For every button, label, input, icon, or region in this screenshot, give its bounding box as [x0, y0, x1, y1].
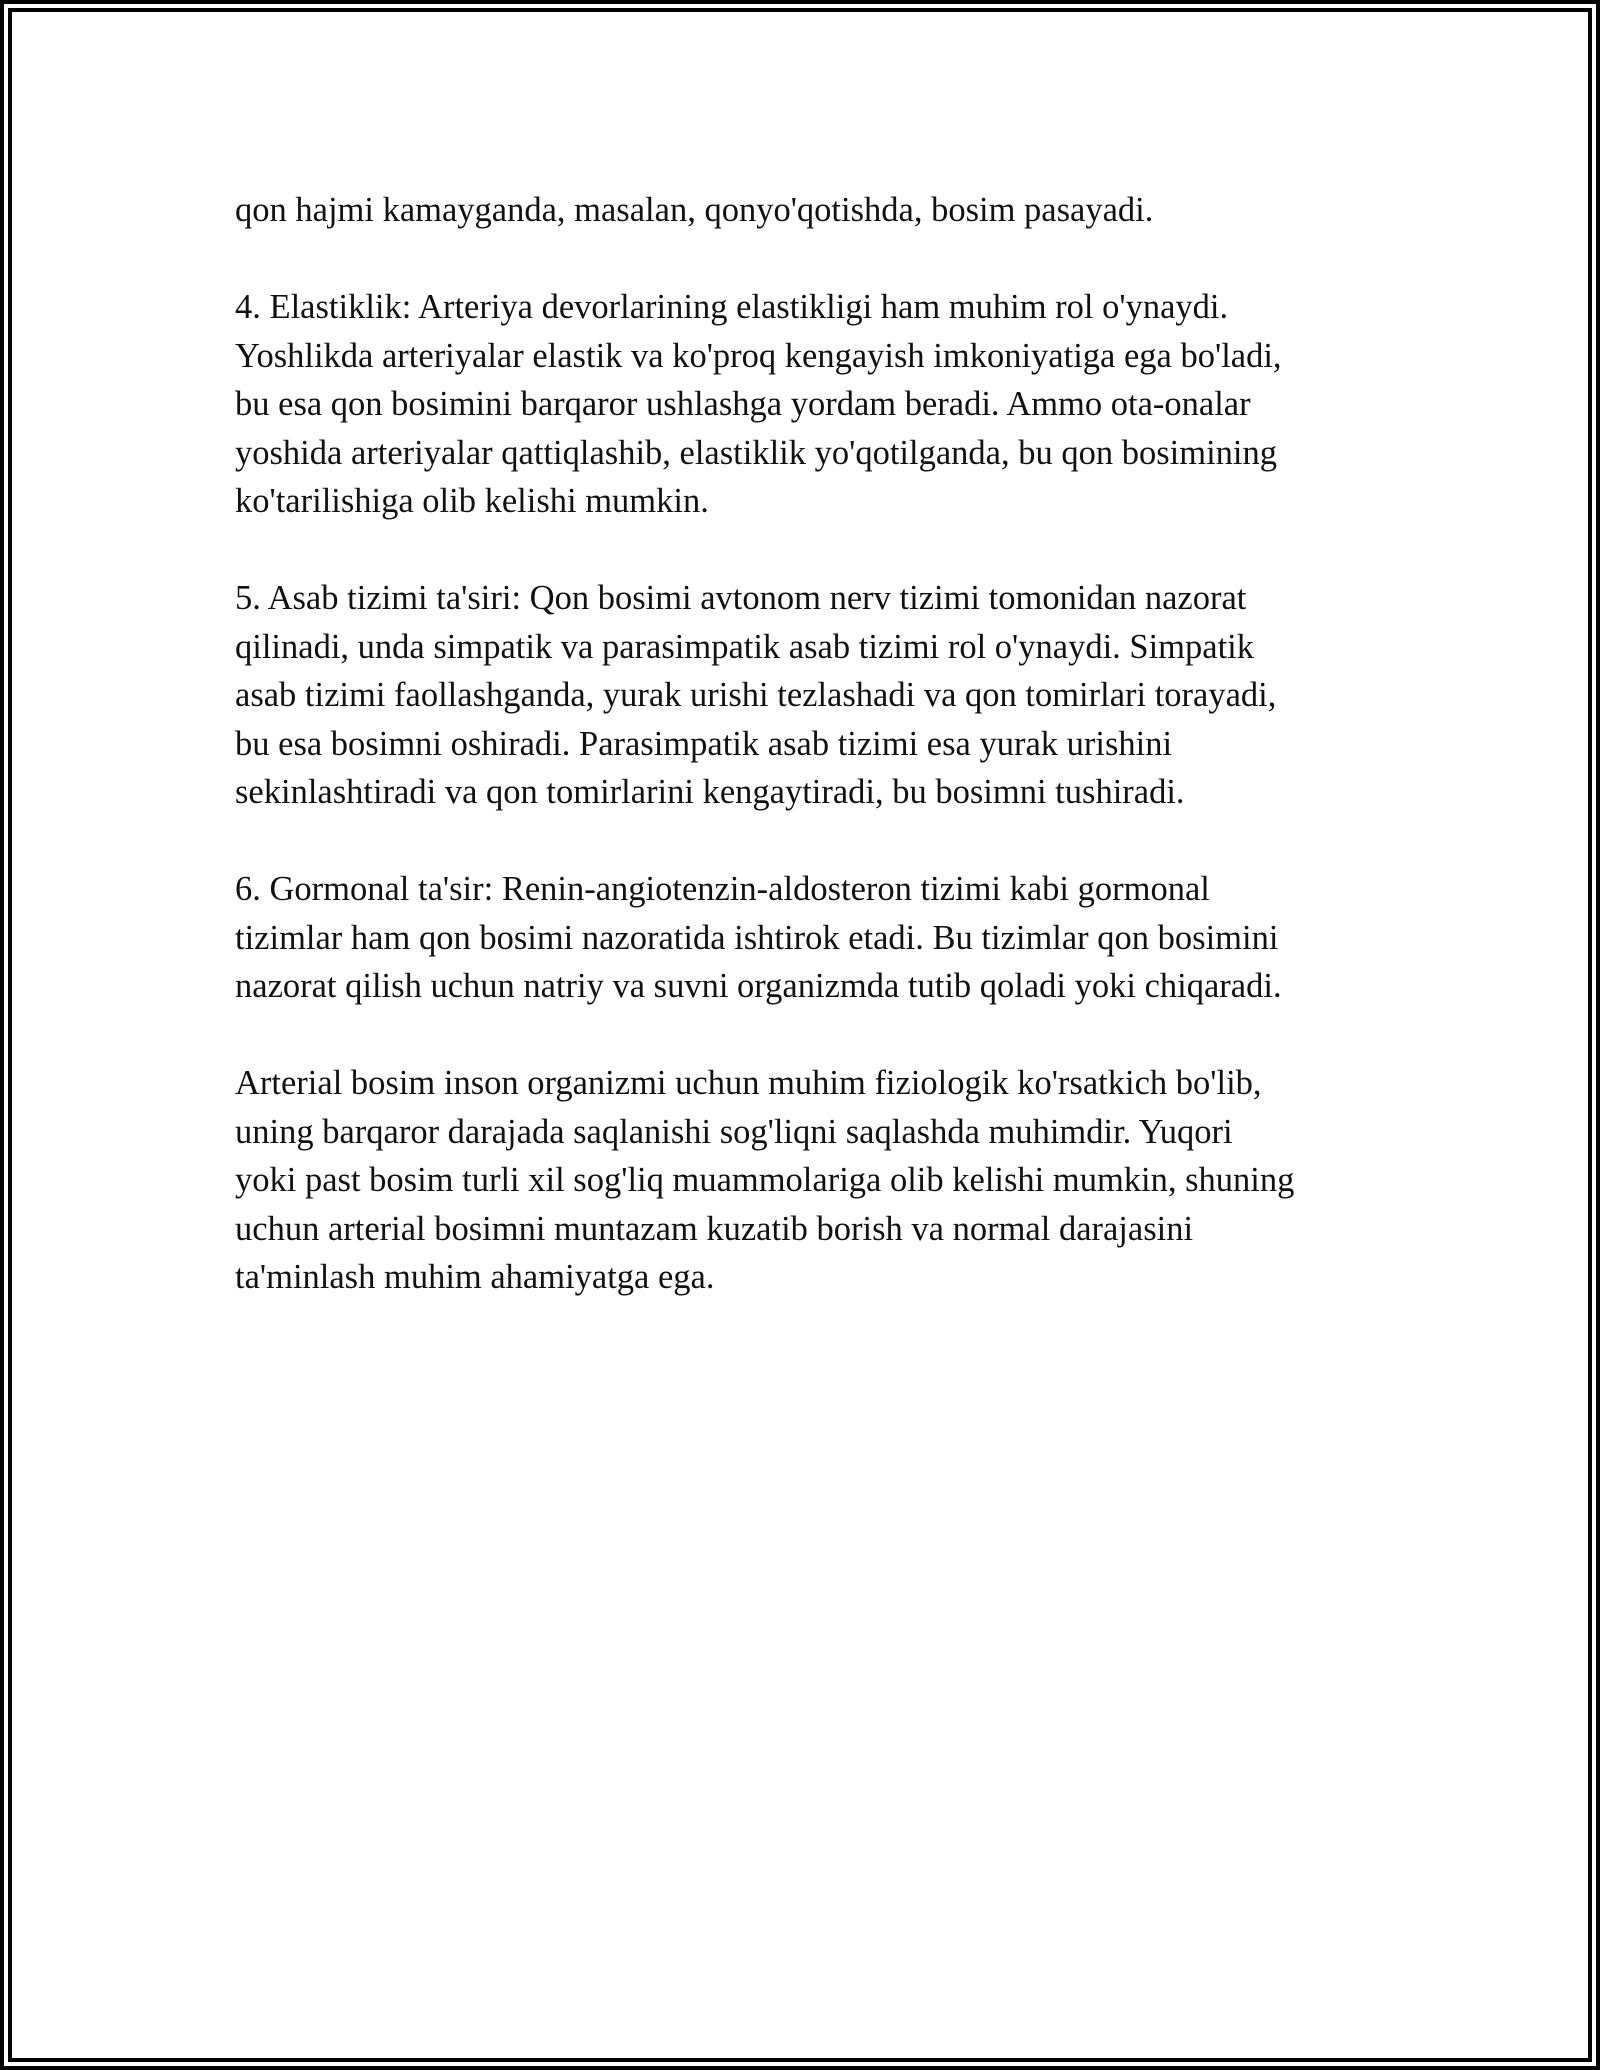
paragraph-nervous-system: 5. Asab tizimi ta'siri: Qon bosimi avtonom nerv tizimi tomonidan nazorat qilinadi, unda simpatik va parasimpatik asab tizimi rol o'ynaydi. Simpatik asab tizimi faollashganda, yurak urishi tezlashadi va qon tomirlari torayadi, bu esa bosimni oshiradi. Parasimpatik asab tizimi esa yurak urishini sekinlashtiradi va qon tomirlarini kengaytiradi, bu bosimni tushiradi.: [235, 579, 1277, 811]
paragraph-elasticity: 4. Elastiklik: Arteriya devorlarining elastikligi ham muhim rol o'ynaydi. Yoshlikda arteriyalar elastik va ko'proq kengayish imkoniyatiga ega bo'ladi, bu esa qon bosimini barqaror ushlashga yordam beradi. Ammo ota-onalar yoshida arteriyalar qattiqlashib, elastiklik yo'qotilganda, bu qon bosimining ko'tarilishiga olib kelishi mumkin.: [235, 288, 1282, 520]
paragraph-continuation: qon hajmi kamayganda, masalan, qonyo'qotishda, bosim pasayadi.: [235, 191, 1154, 229]
paragraph-conclusion: Arterial bosim inson organizmi uchun muhim fiziologik ko'rsatkich bo'lib, uning barqaror darajada saqlanishi sog'liqni saqlashda muhimdir. Yuqori yoki past bosim turli xil sog'liq muammolariga olib kelishi mumkin, shuning uchun arterial bosimni muntazam kuzatib borish va normal darajasini ta'minlash muhim ahamiyatga ega.: [235, 1064, 1295, 1296]
document-body: [235, 186, 1375, 1350]
paragraph-hormonal: 6. Gormonal ta'sir: Renin-angiotenzin-aldosteron tizimi kabi gormonal tizimlar ham qon bosimi nazoratida ishtirok etadi. Bu tizimlar qon bosimini nazorat qilish uchun natriy va suvni organizmda tutib qoladi yoki chiqaradi.: [235, 870, 1282, 1005]
